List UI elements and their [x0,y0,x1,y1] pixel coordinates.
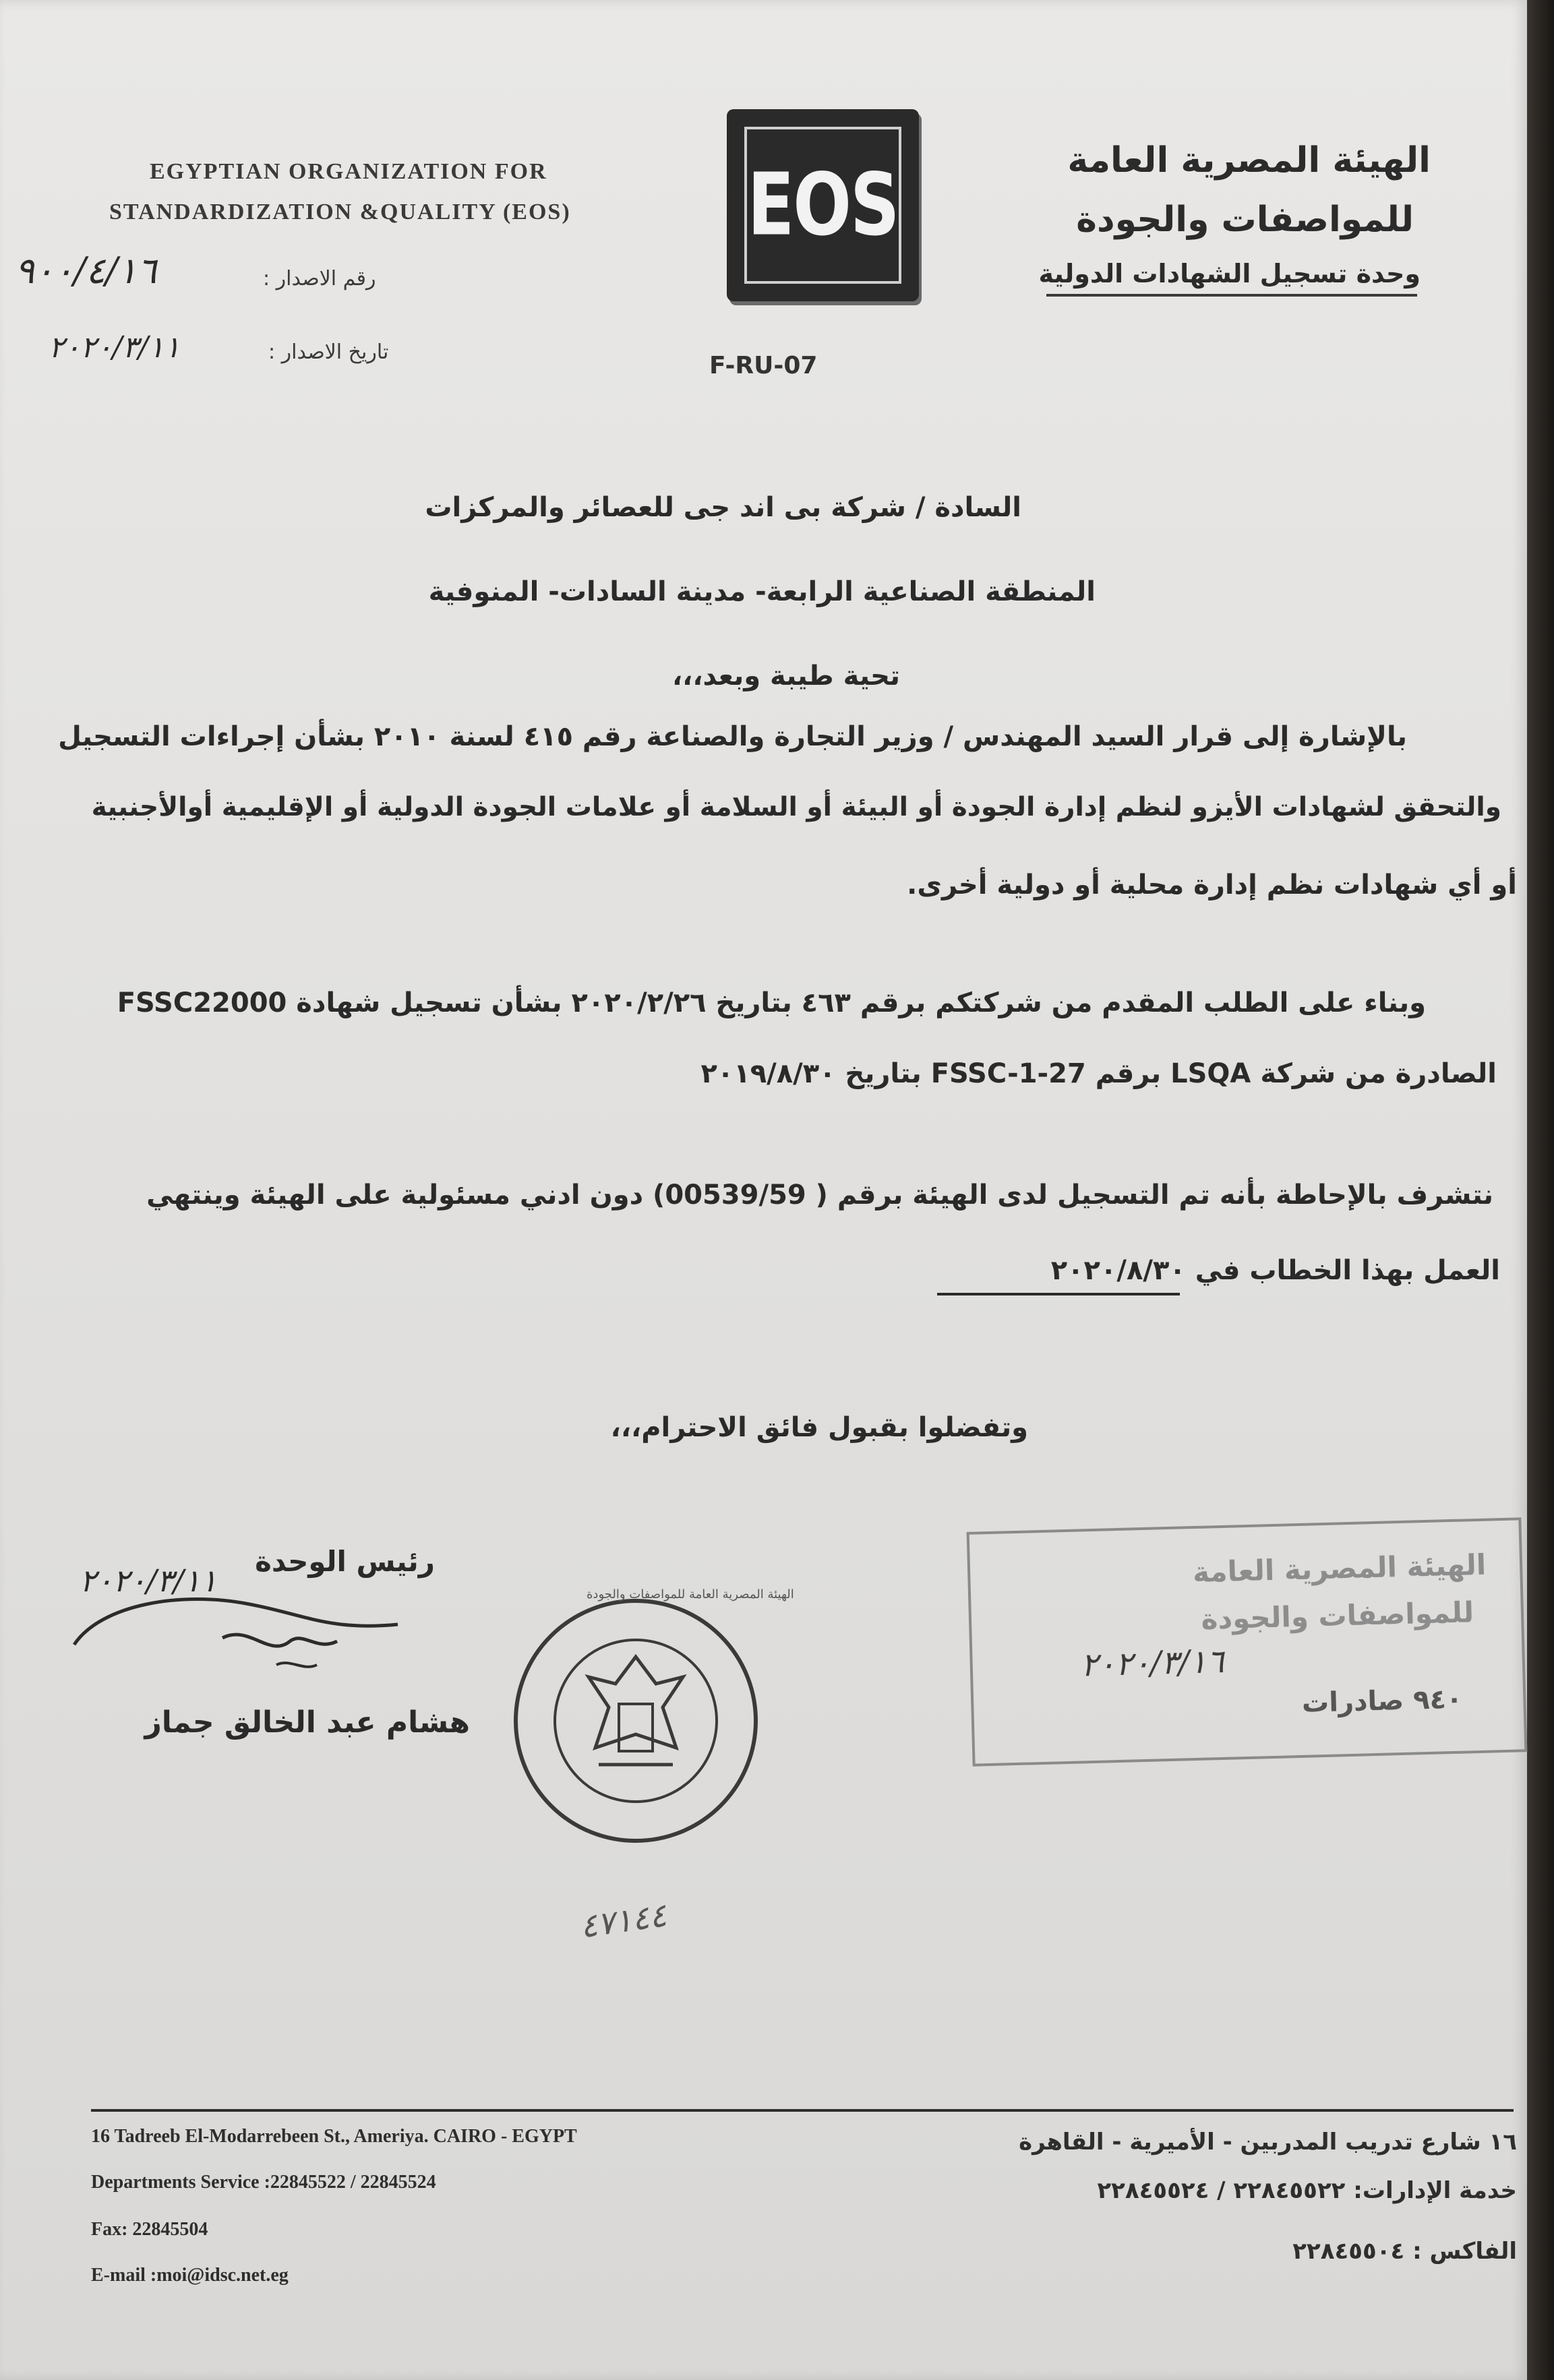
footer-departments-ar: خدمة الإدارات: ٢٢٨٤٥٥٢٢ / ٢٢٨٤٥٥٢٤ [1097,2177,1517,2204]
issue-date-label: تاريخ الاصدار : [268,340,389,364]
receipt-stamp-number: ٩٤٠ صادرات [1301,1683,1463,1719]
unit-name-underline [1046,294,1417,297]
footer-departments-en: Departments Service :22845522 / 22845524 [91,2172,436,2193]
expiry-date-underline [937,1293,1180,1295]
official-seal [511,1596,760,1845]
receipt-stamp-line1: الهيئة المصرية العامة [1192,1548,1487,1589]
footer-email-en: E-mail :moi@idsc.net.eg [91,2265,289,2286]
paragraph-1-line-3: أو أي شهادات نظم إدارة محلية أو دولية أخرى. [907,869,1517,901]
footer-address-en: 16 Tadreeb El-Modarrebeen St., Ameriya. CAIRO - EGYPT [91,2126,577,2147]
paragraph-2-line-2: الصادرة من شركة LSQA برقم FSSC-1-27 بتاريخ ٢٠١٩/٨/٣٠ [700,1058,1497,1089]
serial-number: ٤٧١٤٤ [577,1896,669,1946]
handwritten-signature-date: ٢٠٢٠/٣/١١ [80,1562,217,1599]
paragraph-1-line-1: بالإشارة إلى قرار السيد المهندس / وزير التجارة والصناعة رقم ٤١٥ لسنة ٢٠١٠ بشأن إجراءات التسجيل [58,721,1407,752]
seal-text: الهيئة المصرية العامة للمواصفات والجودة [587,1587,794,1601]
eos-logo [727,109,919,301]
receipt-stamp-date: ٢٠٢٠/٣/١٦ [1080,1642,1225,1684]
form-code: F-RU-07 [709,352,818,379]
receipt-stamp [967,1517,1528,1766]
signatory-name: هشام عبد الخالق جماز [144,1705,470,1740]
addressee: السادة / شركة بى اند جى للعصائر والمركزات [425,492,1021,523]
issue-number-label: رقم الاصدار : [263,267,376,291]
unit-name-ar: وحدة تسجيل الشهادات الدولية [1038,259,1421,288]
org-name-en-line2: STANDARDIZATION &QUALITY (EOS) [109,200,571,224]
footer-fax-ar: الفاكس : ٢٢٨٤٥٥٠٤ [1292,2238,1517,2265]
scan-edge [1527,0,1554,2380]
footer-divider [91,2109,1514,2112]
eos-logo-text: EOS [747,155,899,255]
org-name-ar-line2: للمواصفات والجودة [1076,200,1414,240]
handwritten-signature [47,1564,452,1699]
closing: وتفضلوا بقبول فائق الاحترام،،، [610,1412,1028,1443]
address: المنطقة الصناعية الرابعة- مدينة السادات- المنوفية [428,576,1096,607]
signatory-title: رئيس الوحدة [255,1545,435,1578]
footer-fax-en: Fax: 22845504 [91,2219,208,2240]
greeting: تحية طيبة وبعد،،، [671,661,900,692]
paragraph-3-line-1: نتشرف بالإحاطة بأنه تم التسجيل لدى الهيئة برقم ( 00539/59) دون ادني مسئولية على الهيئة وينتهي [146,1180,1493,1211]
org-name-ar-line1: الهيئة المصرية العامة [1067,140,1431,181]
org-name-en-line1: EGYPTIAN ORGANIZATION FOR [150,159,547,184]
issue-date-value: ٢٠٢٠/٣/١١ [49,330,181,365]
footer-address-ar: ١٦ شارع تدريب المدربين - الأميرية - القاهرة [1019,2129,1517,2156]
paragraph-2-line-1: وبناء على الطلب المقدم من شركتكم برقم ٤٦٣ بتاريخ ٢٠٢٠/٢/٢٦ بشأن تسجيل شهادة FSSC22000 [117,987,1426,1018]
paragraph-3-line-2: العمل بهذا الخطاب في ٢٠٢٠/٨/٣٠ [1050,1255,1500,1286]
receipt-stamp-line2: للمواصفات والجودة [1201,1595,1474,1636]
issue-number-value: ٩٠٠/٤/١٦ [15,249,157,292]
paragraph-1-line-2: والتحقق لشهادات الأيزو لنظم إدارة الجودة أو البيئة أو السلامة أو علامات الجودة الدولية أو الإقليمية أوالأجنبية [91,792,1501,822]
